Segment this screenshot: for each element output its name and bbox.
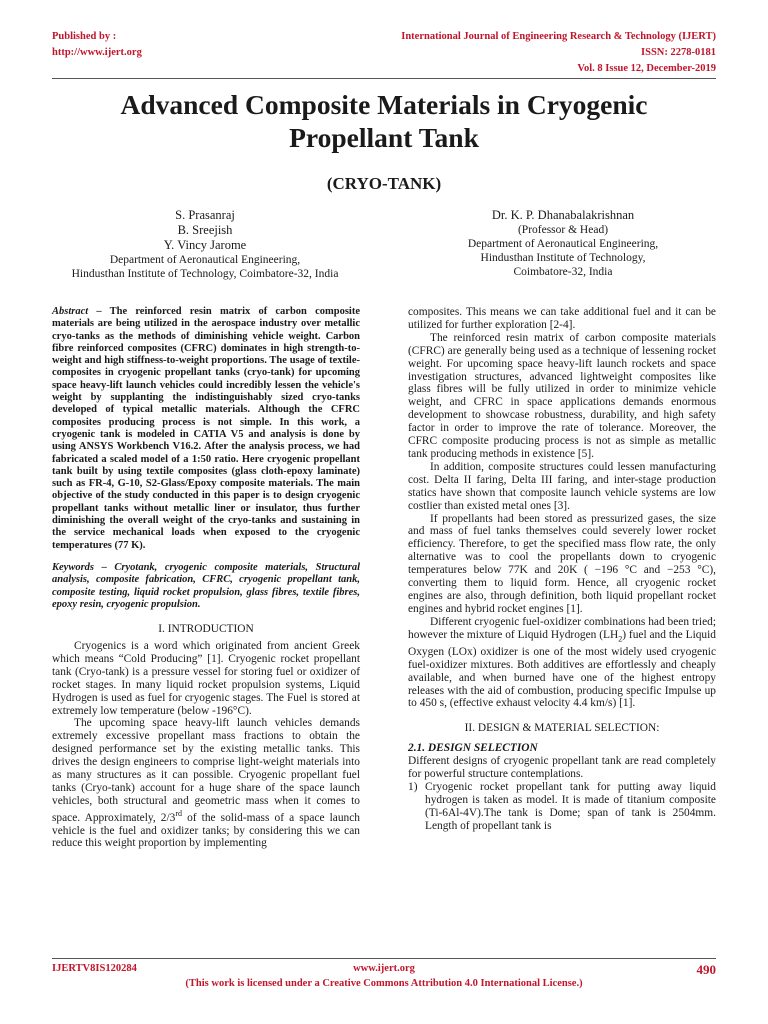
- paragraph: Cryogenics is a word which originated from ancient Greek which means “Cold Producing” [1]. Cryogenic rocket propellant tank (Cryo-tank) is a pressure vessel for storing fuel or oxidizer of rocket stages. In many liquid rocket propulsion systems, Liquid Hydrogen is used as fuel for cryogenic stages. The Fuel is stored at extremely low temperature (below -196°C).: [52, 640, 360, 717]
- left-column: [52, 306, 360, 850]
- paragraph: In addition, composite structures could lessen manufacturing cost. Delta II faring, Delta III faring, and inter-stage production statics have shown that composite launch vehicle systems are low costlier than existed metal ones [3].: [408, 460, 716, 512]
- footer-rule: [52, 958, 716, 959]
- journal-name: International Journal of Engineering Research & Technology (IJERT): [401, 31, 716, 42]
- publisher-label: Published by :: [52, 31, 117, 42]
- list-number: 1): [408, 781, 418, 793]
- superscript: rd: [175, 808, 182, 818]
- author-department: Department of Aeronautical Engineering,: [467, 238, 659, 250]
- author-name: S. Prasanraj: [175, 208, 235, 222]
- paragraph: If propellants had been stored as pressurized gases, the size and mass of fuel tanks themselves could severely lower rocket efficiency. Therefore, to get the specified mass flow rate, the only alternative was to cool the propellants down to cryogenic temperatures below 77K and 20K ( −196 °C and −253 °C), converting them to liquid form. Hence, all cryogenic rocket engines are also, through definition, both liquid propellant rocket engines and hybrid rocket engines [1].: [408, 512, 716, 615]
- issn: ISSN: 2278-0181: [641, 47, 716, 58]
- author-institute: Hindusthan Institute of Technology,: [480, 252, 646, 264]
- paragraph: Different designs of cryogenic propellant tank are read completely for powerful structure contemplations.: [408, 755, 716, 781]
- keywords: Keywords – Cryotank, cryogenic composite materials, Structural analysis, composite fabrication, CFRC, cryogenic propellant tank, composite testing, liquid rocket propulsion, glass fibres, textile fibres, epoxy resin, cryogenic propulsion.: [52, 561, 360, 610]
- author-department: Department of Aeronautical Engineering,: [109, 254, 301, 266]
- paper-subtitle: (CRYO-TANK): [326, 174, 442, 193]
- section-heading-design: II. DESIGN & MATERIAL SELECTION:: [464, 722, 660, 735]
- paper-title-line2: Propellant Tank: [289, 122, 479, 153]
- list-item: [408, 781, 716, 833]
- paragraph-text: Different cryogenic fuel-oxidizer combinations had been tried; however the mixture of Liquid Hydrogen (LH: [408, 615, 716, 641]
- paper-title-line1: Advanced Composite Materials in Cryogenic: [120, 89, 648, 120]
- paragraph: composites. This means we can take additional fuel and it can be utilized for further exploration [2-4].: [408, 306, 716, 331]
- author-city: Coimbatore-32, India: [513, 266, 613, 278]
- paragraph-text: of the solid-mass of a space launch vehicle is the fuel and oxidizer tanks; by considering this we can reduce this weight proportion by implementing: [52, 811, 360, 850]
- author-name: B. Sreejish: [177, 223, 233, 237]
- author-role: (Professor & Head): [517, 224, 609, 236]
- volume-issue: Vol. 8 Issue 12, December-2019: [577, 63, 716, 74]
- authors-right: [398, 208, 728, 279]
- list-item-text: Cryogenic rocket propellant tank for putting away liquid hydrogen is taken as model. It is made of titanium composite (Ti-6Al-4V).The tank is Dome; span of tank is 2504mm. Length of propellant tank is: [425, 781, 716, 832]
- abstract: [52, 306, 360, 552]
- license-note: (This work is licensed under a Creative Commons Attribution 4.0 International License.): [185, 978, 583, 989]
- author-institute: Hindusthan Institute of Technology, Coimbatore-32, India: [71, 268, 339, 280]
- author-name: Dr. K. P. Dhanabalakrishnan: [491, 208, 635, 222]
- paragraph-text: The upcoming space heavy-lift launch vehicles demands extremely excessive propellant mass fractions to obtain the designed performance set by the existing metallic tanks. This drives the design engineers to comprise light-weight materials into as many structures as it can possible. Cryogenic propellant fuel tanks (Cryo-tank) account for a huge share of the space launch vehicles, both structural and geometric mass when it comes to space. Approximately, 2/3: [52, 717, 360, 824]
- paragraph: [408, 616, 716, 711]
- right-column: [408, 306, 716, 833]
- abstract-label: Abstract: [52, 306, 89, 317]
- footer-site-link[interactable]: www.ijert.org: [353, 963, 415, 974]
- paragraph: The reinforced resin matrix of carbon composite materials (CFRC) are generally being used as a technique of lessening rocket weight. For upcoming space heavy-lift launch rockets and space investigation structures, advanced lightweight composites like glass fibres will be fully utilized in order to minimize vehicle weight, and CFRC in space applications demands enormous development to showcase robustness, durability, and high safety factor in order to improve the rate of tolerance. Moreover, the CFRC composite producing process is not as simple as metallic tank producing methods in existence [5].: [408, 331, 716, 460]
- author-name: Y. Vincy Jarome: [163, 238, 247, 252]
- subscript: 2: [618, 633, 623, 643]
- page-number: 490: [696, 962, 716, 977]
- abstract-text: – The reinforced resin matrix of carbon composite materials are being utilized in the aerospace industry over metallic cryo-tanks as the methods of diminishing vehicle weight. Carbon fibre reinforced composites (CFRC) dominates in high strength-to-weight and high stiffness-to-weight proportions. The usage of textile-composites in cryogenic propellant tanks (cryo-tank) for upcoming space heavy-lift launch vehicles could incredibly lessen the vehicle's weight by supplanting the indistinguishably sized cryo-tanks developed of typical metallic materials. Although the CFRC composites producing process is not simple. In this work, a cryogenic tank is modeled in CATIA V5 and analysis is done by using ANSYS Workbench V16.2. After the analysis process, we had fabricated a scaled model of a 1:50 ratio. Here cryogenic propellant tank built by using textile composites (glass cloth-epoxy laminate) such as FR-4, G-10, S2-Glass/Epoxy composite materials. The main objective of the study conducted in this paper is to design cryogenic propellant tanks without metallic liner or insulator, thus further diminishing the overall weight of the cryo-tanks and sustaining in the service mechanical loads when exposed to the cryogenic temperatures (77 K).: [52, 306, 360, 551]
- paragraph-text: ) fuel and the Liquid Oxygen (LOx) oxidizer is one of the most widely used cryogenic fuel-oxidizer mixtures. Both additives are effortlessly and cheaply available, and when burned have one of the highest entropy releases with the aid of combustion, producing specific Impulse up to 450 s, (effective exhaust velocity 4.4 km/s) [1].: [408, 628, 716, 710]
- subsection-heading: 2.1. DESIGN SELECTION: [408, 742, 538, 755]
- header-rule: [52, 78, 716, 79]
- section-heading-introduction: I. INTRODUCTION: [158, 623, 254, 636]
- publisher-link[interactable]: http://www.ijert.org: [52, 47, 142, 58]
- paragraph: [52, 717, 360, 850]
- paper-code: IJERTV8IS120284: [52, 963, 137, 974]
- authors-left: [40, 208, 370, 281]
